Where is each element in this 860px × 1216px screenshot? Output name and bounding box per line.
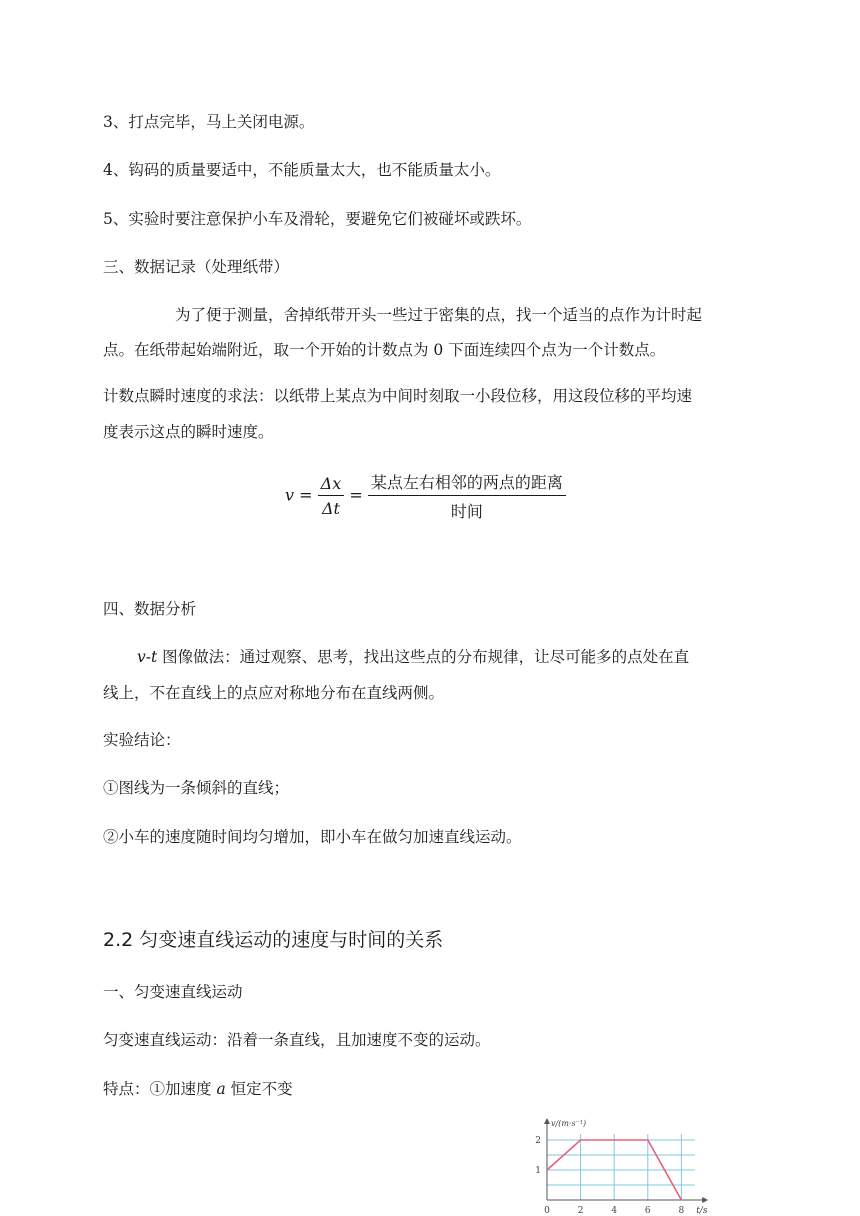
conclusion-2: ②小车的速度随时间均匀增加，即小车在做匀加速直线运动。 (103, 828, 522, 846)
feature-suffix: 恒定不变 (225, 1080, 293, 1098)
formula-eq-1: = (299, 485, 313, 505)
x-tick-label: 0 (544, 1206, 550, 1216)
vt-label: v-t (137, 648, 158, 666)
formula-lhs: v (285, 485, 295, 505)
x-axis-label: t/s (696, 1206, 708, 1216)
feature-var: a (216, 1080, 226, 1098)
para-3a-text: 图像做法：通过观察、思考，找出这些点的分布规律，让尽可能多的点处在直 (157, 648, 690, 666)
section-4-title: 四、数据分析 (103, 600, 197, 618)
section-heading: 2.2 匀变速直线运动的速度与时间的关系 (103, 929, 444, 951)
section-1-title: 一、匀变速直线运动 (103, 983, 243, 1001)
formula-frac-2 (368, 470, 566, 522)
para-2a: 计数点瞬时速度的求法：以纸带上某点为中间时刻取一小段位移，用这段位移的平均速 (103, 387, 693, 405)
feature (103, 1077, 293, 1099)
section-3-title: 三、数据记录（处理纸带） (103, 258, 290, 276)
formula-frac-1 (318, 474, 345, 518)
y-tick-label: 1 (535, 1166, 541, 1176)
formula-eq-2: = (349, 485, 363, 505)
para-1b: 点。在纸带起始端附近，取一个开始的计数点为 0 下面连续四个点为一个计数点。 (103, 341, 666, 359)
vt-chart (525, 1025, 725, 1216)
y-axis-arrow (544, 1118, 550, 1124)
conclusion-title: 实验结论： (103, 731, 181, 749)
x-tick-label: 6 (644, 1206, 651, 1216)
line-2: 4、钩码的质量要适中，不能质量太大，也不能质量太小。 (103, 161, 501, 179)
y-axis-label: v/(m·s⁻¹) (551, 1119, 587, 1128)
formula-den-2: 时间 (450, 502, 483, 521)
x-axis-arrow (702, 1197, 708, 1203)
para-2b: 度表示这点的瞬时速度。 (103, 423, 274, 441)
formula-num-2: 某点左右相邻的两点的距离 (368, 470, 566, 496)
line-3: 5、实验时要注意保护小车及滑轮，要避免它们被碰坏或跌坏。 (103, 210, 532, 228)
conclusion-1: ①图线为一条倾斜的直线； (103, 779, 290, 797)
para-3b: 线上，不在直线上的点应对称地分布在直线两侧。 (103, 684, 445, 702)
line-1: 3、打点完毕，马上关闭电源。 (103, 113, 315, 131)
para-1a: 为了便于测量，舍掉纸带开头一些过于密集的点，找一个适当的点作为计时起 (175, 306, 703, 324)
feature-prefix: 特点：①加速度 (103, 1080, 217, 1098)
definition: 匀变速直线运动：沿着一条直线，且加速度不变的运动。 (103, 1031, 491, 1049)
formula-num-1: Δx (318, 474, 345, 496)
velocity-formula (285, 470, 566, 522)
x-tick-label: 8 (678, 1206, 685, 1216)
formula-den-1: Δt (321, 499, 340, 518)
para-3a (137, 645, 689, 667)
y-tick-label: 2 (535, 1136, 541, 1146)
x-tick-label: 4 (611, 1206, 618, 1216)
x-tick-label: 2 (577, 1206, 584, 1216)
